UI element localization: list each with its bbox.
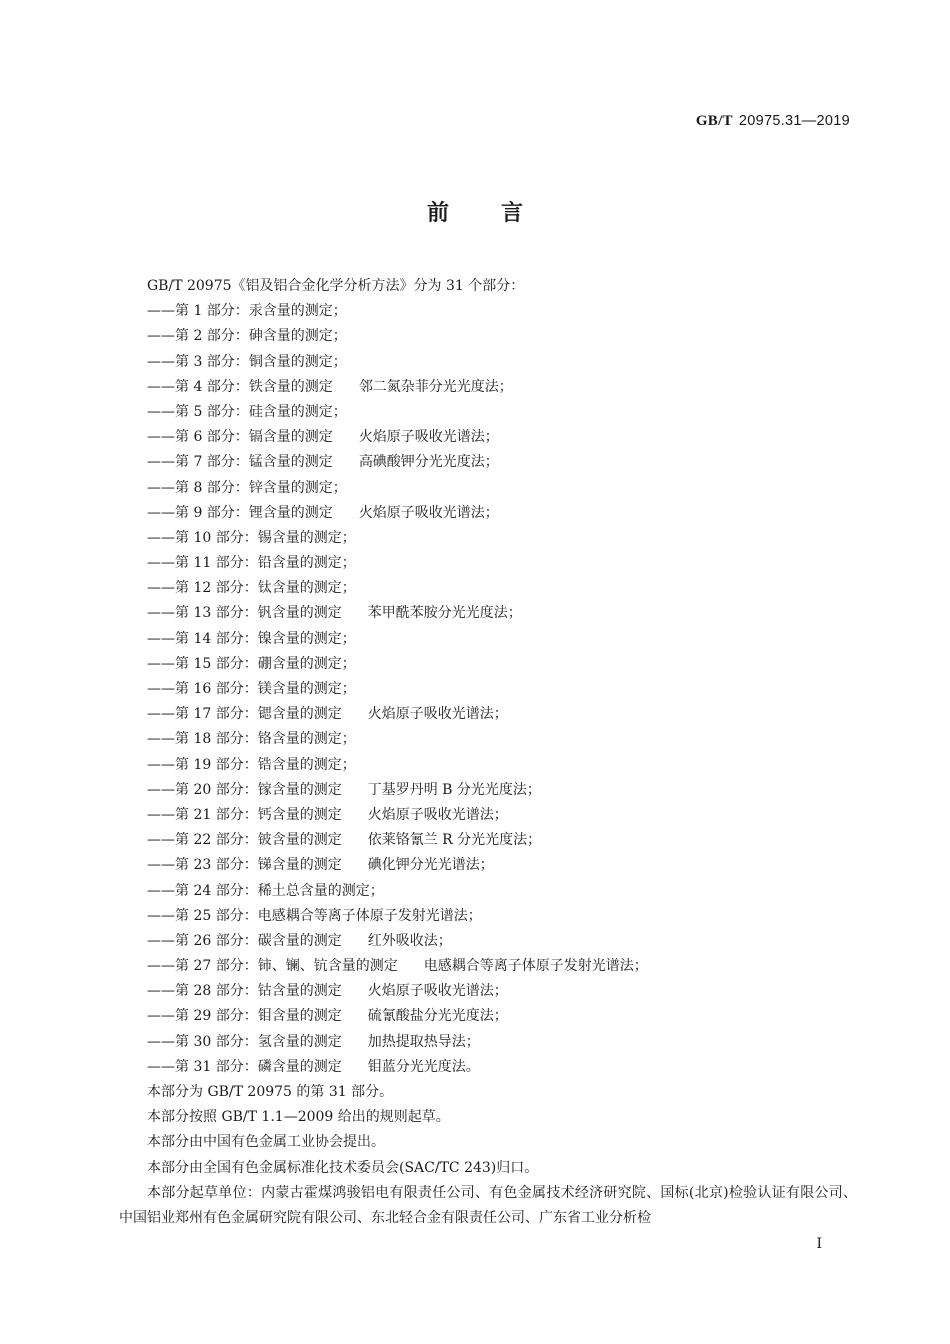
part-item: 铍含量的测定: [257, 832, 342, 849]
list-item: [147, 879, 857, 904]
part-label: ——第 27 部分：: [147, 958, 258, 975]
part-item: 镓含量的测定: [257, 781, 342, 798]
part-method: 电感耦合等离子体原子发射光谱法；: [423, 958, 648, 975]
part-label: ——第 31 部分：: [147, 1058, 258, 1075]
part-label: ——第 29 部分：: [147, 1008, 258, 1025]
part-label: ——第 12 部分：: [147, 580, 258, 597]
part-label: ——第 28 部分：: [147, 983, 258, 1000]
part-method: 硫氰酸盐分光光度法；: [367, 1008, 508, 1025]
part-method: 火焰原子吸收光谱法；: [358, 429, 499, 446]
part-item: 氢含量的测定: [257, 1033, 342, 1050]
part-label: ——第 21 部分：: [147, 806, 258, 823]
part-item: 锡含量的测定；: [257, 529, 356, 546]
statement-3: 本部分由中国有色金属工业协会提出。: [147, 1134, 385, 1151]
part-label: ——第 1 部分：: [147, 303, 249, 320]
part-label: ——第 5 部分：: [147, 403, 249, 420]
standard-prefix: GB/T: [695, 113, 733, 129]
part-label: ——第 2 部分：: [147, 328, 249, 345]
part-item: 钛含量的测定；: [257, 580, 356, 597]
part-label: ——第 8 部分：: [147, 479, 249, 496]
list-item: [147, 753, 857, 778]
part-item: 硅含量的测定；: [248, 403, 347, 420]
part-item: 镉含量的测定: [248, 429, 333, 446]
list-item: [147, 601, 857, 626]
part-method: 高碘酸钾分光光度法；: [358, 454, 499, 471]
part-item: 稀土总含量的测定；: [257, 882, 384, 899]
list-item: [147, 476, 857, 501]
list-item: [147, 576, 857, 601]
list-item: [147, 979, 857, 1004]
part-item: 锆含量的测定；: [257, 756, 356, 773]
part-label: ——第 15 部分：: [147, 655, 258, 672]
list-item: [147, 727, 857, 752]
part-label: ——第 17 部分：: [147, 706, 258, 723]
part-method: 火焰原子吸收光谱法；: [367, 983, 508, 1000]
list-item: [147, 677, 857, 702]
part-item: 钼含量的测定: [257, 1008, 342, 1025]
part-item: 铁含量的测定: [248, 378, 333, 395]
list-item: [147, 425, 857, 450]
part-label: ——第 19 部分：: [147, 756, 258, 773]
part-label: ——第 22 部分：: [147, 832, 258, 849]
part-item: 钙含量的测定: [257, 806, 342, 823]
part-item: 锑含量的测定: [257, 857, 342, 874]
part-item: 硼含量的测定；: [257, 655, 356, 672]
part-item: 铜含量的测定；: [248, 353, 347, 370]
part-method: 红外吸收法；: [367, 932, 452, 949]
list-item: [147, 551, 857, 576]
part-label: ——第 13 部分：: [147, 605, 258, 622]
standard-code: [696, 113, 850, 130]
part-label: ——第 16 部分：: [147, 681, 258, 697]
part-item: 锂含量的测定: [248, 504, 333, 521]
part-label: ——第 11 部分：: [147, 555, 258, 572]
part-label: ——第 10 部分：: [147, 529, 258, 546]
part-method: 钼蓝分光光度法。: [367, 1058, 480, 1075]
part-label: ——第 9 部分：: [147, 504, 249, 521]
part-item: 镍含量的测定；: [257, 630, 356, 647]
statement-2: 本部分按照 GB/T 1.1—2009 给出的规则起草。: [147, 1109, 450, 1126]
part-method: 加热提取热导法；: [367, 1033, 480, 1050]
intro-line: GB/T 20975《铝及铝合金化学分析方法》分为 31 个部分：: [147, 278, 525, 294]
foreword-body: [147, 274, 857, 1181]
drafting-units-paragraph: 本部分起草单位：内蒙古霍煤鸿骏铝电有限责任公司、有色金属技术经济研究院、国标(北京)检验认证有限公司、中国铝业郑州有色金属研究院有限公司、东北轻合金有限责任公司、广东省工业分析检: [119, 1185, 857, 1227]
list-item: [147, 350, 857, 375]
part-label: ——第 25 部分：: [147, 907, 258, 924]
part-label: ——第 24 部分：: [147, 882, 258, 899]
list-item: [147, 828, 857, 853]
part-item: 砷含量的测定；: [248, 328, 347, 345]
part-item: 铬含量的测定；: [257, 731, 356, 748]
part-method: 火焰原子吸收光谱法；: [367, 806, 508, 823]
part-label: ——第 23 部分：: [147, 857, 258, 874]
list-item: [147, 929, 857, 954]
part-item: 汞含量的测定；: [248, 303, 347, 320]
list-item: [147, 627, 857, 652]
list-item: [147, 1055, 857, 1080]
parts-list: [147, 299, 857, 1080]
list-item: [147, 526, 857, 551]
page-number: I: [816, 1236, 822, 1252]
part-item: 铅含量的测定；: [257, 555, 356, 572]
part-method: 火焰原子吸收光谱法；: [358, 504, 499, 521]
part-method: 邻二氮杂菲分光光度法；: [358, 378, 513, 395]
list-item: [147, 954, 857, 979]
statement-1: 本部分为 GB/T 20975 的第 31 部分。: [147, 1084, 394, 1100]
statement-4: 本部分由全国有色金属标准化技术委员会(SAC/TC 243)归口。: [147, 1159, 539, 1176]
part-item: 钒含量的测定: [257, 605, 342, 622]
list-item: [147, 501, 857, 526]
part-method: 火焰原子吸收光谱法；: [367, 706, 508, 723]
part-label: ——第 7 部分：: [147, 454, 249, 471]
part-item: 钴含量的测定: [257, 983, 342, 1000]
list-item: [147, 1004, 857, 1029]
part-method: 丁基罗丹明 B 分光光度法；: [367, 781, 541, 798]
part-item: 锶含量的测定: [257, 706, 342, 723]
list-item: [147, 450, 857, 475]
part-label: ——第 6 部分：: [147, 429, 249, 446]
list-item: [147, 324, 857, 349]
list-item: [147, 652, 857, 677]
part-item: 电感耦合等离子体原子发射光谱法；: [257, 907, 482, 924]
part-label: ——第 4 部分：: [147, 378, 249, 395]
part-item: 锰含量的测定: [248, 454, 333, 471]
list-item: [147, 778, 857, 803]
part-method: 碘化钾分光光谱法；: [367, 857, 494, 874]
part-item: 铈、镧、钪含量的测定: [257, 958, 398, 975]
list-item: [147, 803, 857, 828]
part-label: ——第 3 部分：: [147, 353, 249, 370]
list-item: [147, 702, 857, 727]
standard-number: 20975.31—2019: [738, 113, 850, 129]
list-item: [147, 904, 857, 929]
part-method: 依莱铬氰兰 R 分光光度法；: [367, 832, 542, 849]
list-item: [147, 853, 857, 878]
part-item: 锌含量的测定；: [248, 479, 347, 496]
page-title: 前言: [426, 201, 575, 226]
part-label: ——第 26 部分：: [147, 932, 258, 949]
list-item: [147, 375, 857, 400]
part-label: ——第 30 部分：: [147, 1033, 258, 1050]
part-item: 碳含量的测定: [257, 932, 342, 949]
list-item: [147, 1030, 857, 1055]
part-method: 苯甲酰苯胺分光光度法；: [367, 605, 522, 622]
list-item: [147, 400, 857, 425]
part-item: 镁含量的测定；: [257, 681, 356, 697]
list-item: [147, 299, 857, 324]
part-label: ——第 18 部分：: [147, 731, 258, 748]
part-item: 磷含量的测定: [257, 1058, 342, 1075]
part-label: ——第 20 部分：: [147, 781, 258, 798]
part-label: ——第 14 部分：: [147, 630, 258, 647]
